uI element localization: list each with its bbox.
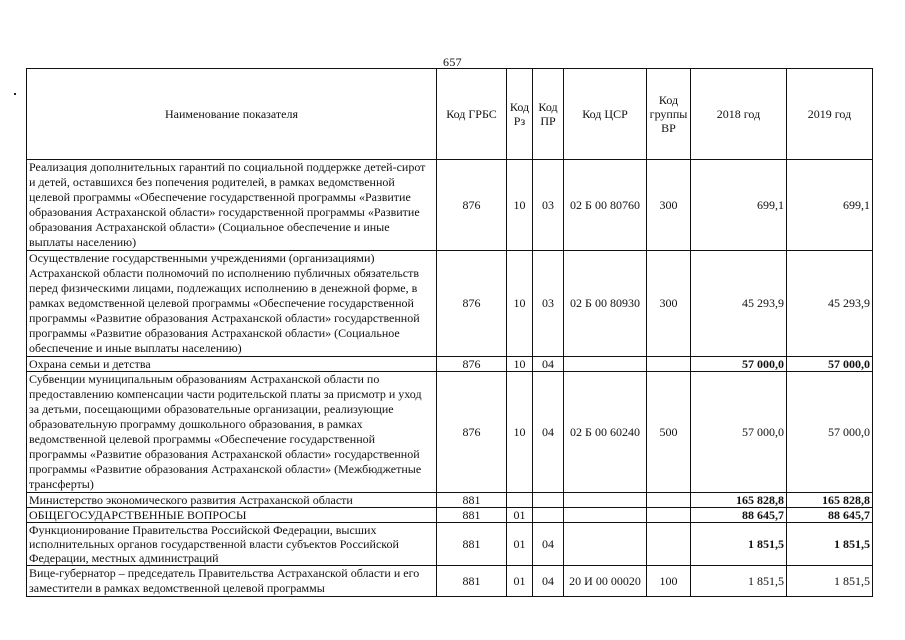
cell-grbs: 881 [437, 523, 507, 566]
table-row [27, 523, 873, 566]
cell-pr: 03 [533, 251, 564, 357]
cell-rz: 01 [507, 523, 533, 566]
cell-vr [647, 508, 691, 523]
cell-pr: 03 [533, 160, 564, 251]
cell-pr [533, 493, 564, 508]
cell-csr: 02 Б 00 80760 [564, 160, 647, 251]
header-vr: Код группы ВР [647, 69, 691, 160]
cell-rz: 10 [507, 372, 533, 493]
cell-name: Реализация дополнительных гарантий по социальной поддержке детей-сирот и детей, оставшихся без попечения родителей, в рамках ведомственной целевой программы «Обеспечение государственной программы «Развитие образования Астраханской области» государственной программы «Развитие образования Астраханской области» (Социальное обеспечение и иные выплаты населению) [27, 160, 437, 251]
cell-y2018: 1 851,5 [691, 566, 787, 597]
cell-grbs: 876 [437, 251, 507, 357]
cell-vr [647, 357, 691, 372]
page-number: 657 [443, 55, 462, 69]
cell-vr: 300 [647, 251, 691, 357]
cell-y2019: 57 000,0 [787, 357, 873, 372]
cell-csr: 02 Б 00 80930 [564, 251, 647, 357]
cell-name: ОБЩЕГОСУДАРСТВЕННЫЕ ВОПРОСЫ [27, 508, 437, 523]
cell-y2019: 699,1 [787, 160, 873, 251]
table-row [27, 493, 873, 508]
cell-y2018: 57 000,0 [691, 357, 787, 372]
header-rz: Код Рз [507, 69, 533, 160]
cell-y2019: 1 851,5 [787, 566, 873, 597]
cell-vr: 500 [647, 372, 691, 493]
cell-csr [564, 523, 647, 566]
table-row [27, 372, 873, 493]
header-name: Наименование показателя [27, 69, 437, 160]
cell-pr: 04 [533, 566, 564, 597]
table-row [27, 251, 873, 357]
cell-pr: 04 [533, 372, 564, 493]
cell-csr [564, 493, 647, 508]
cell-rz: 01 [507, 566, 533, 597]
cell-y2019: 88 645,7 [787, 508, 873, 523]
cell-csr: 20 И 00 00020 [564, 566, 647, 597]
cell-grbs: 876 [437, 160, 507, 251]
header-2019: 2019 год [787, 69, 873, 160]
cell-name: Министерство экономического развития Астраханской области [27, 493, 437, 508]
cell-pr: 04 [533, 523, 564, 566]
cell-rz [507, 493, 533, 508]
table-row [27, 160, 873, 251]
table-row [27, 508, 873, 523]
cell-y2018: 88 645,7 [691, 508, 787, 523]
table-row [27, 566, 873, 597]
cell-name: Осуществление государственными учреждениями (организациями) Астраханской области полномочий по исполнению публичных обязательств перед физическими лицами, подлежащих исполнению в денежной форме, в рамках ведомственной целевой программы «Обеспечение государственной программы «Развитие образования Астраханской области» государственной программы «Развитие образования Астраханской области» (Социальное обеспечение и иные выплаты населению) [27, 251, 437, 357]
cell-rz: 10 [507, 357, 533, 372]
cell-y2018: 165 828,8 [691, 493, 787, 508]
cell-y2018: 45 293,9 [691, 251, 787, 357]
cell-name: Вице-губернатор – председатель Правительства Астраханской области и его заместители в рамках ведомственной целевой программы [27, 566, 437, 597]
table-row [27, 357, 873, 372]
cell-vr [647, 523, 691, 566]
cell-grbs: 881 [437, 508, 507, 523]
cell-rz: 10 [507, 160, 533, 251]
cell-grbs: 876 [437, 357, 507, 372]
cell-vr: 100 [647, 566, 691, 597]
cell-csr [564, 508, 647, 523]
header-csr: Код ЦСР [564, 69, 647, 160]
table-header-row [27, 69, 873, 160]
cell-csr [564, 357, 647, 372]
cell-y2019: 165 828,8 [787, 493, 873, 508]
scan-speck [14, 93, 16, 95]
cell-grbs: 881 [437, 493, 507, 508]
cell-y2019: 57 000,0 [787, 372, 873, 493]
header-2018: 2018 год [691, 69, 787, 160]
header-pr: Код ПР [533, 69, 564, 160]
cell-y2018: 699,1 [691, 160, 787, 251]
cell-vr [647, 493, 691, 508]
cell-csr: 02 Б 00 60240 [564, 372, 647, 493]
cell-rz: 10 [507, 251, 533, 357]
cell-vr: 300 [647, 160, 691, 251]
table-body [27, 160, 873, 597]
cell-grbs: 876 [437, 372, 507, 493]
cell-pr: 04 [533, 357, 564, 372]
cell-pr [533, 508, 564, 523]
cell-name: Функционирование Правительства Российской Федерации, высших исполнительных органов государственной власти субъектов Российской Федерации, местных администраций [27, 523, 437, 566]
budget-table [26, 68, 873, 597]
cell-y2019: 1 851,5 [787, 523, 873, 566]
cell-name: Субвенции муниципальным образованиям Астраханской области по предоставлению компенсации части родительской платы за присмотр и уход за детьми, посещающими образовательные организации, реализующие образовательную программу дошкольного образования, в рамках ведомственной целевой программы «Обеспечение государственной программы «Развитие образования Астраханской области» государственной программы «Развитие образования Астраханской области» (Межбюджетные трансферты) [27, 372, 437, 493]
cell-y2019: 45 293,9 [787, 251, 873, 357]
cell-rz: 01 [507, 508, 533, 523]
cell-grbs: 881 [437, 566, 507, 597]
cell-name: Охрана семьи и детства [27, 357, 437, 372]
header-grbs: Код ГРБС [437, 69, 507, 160]
cell-y2018: 1 851,5 [691, 523, 787, 566]
cell-y2018: 57 000,0 [691, 372, 787, 493]
